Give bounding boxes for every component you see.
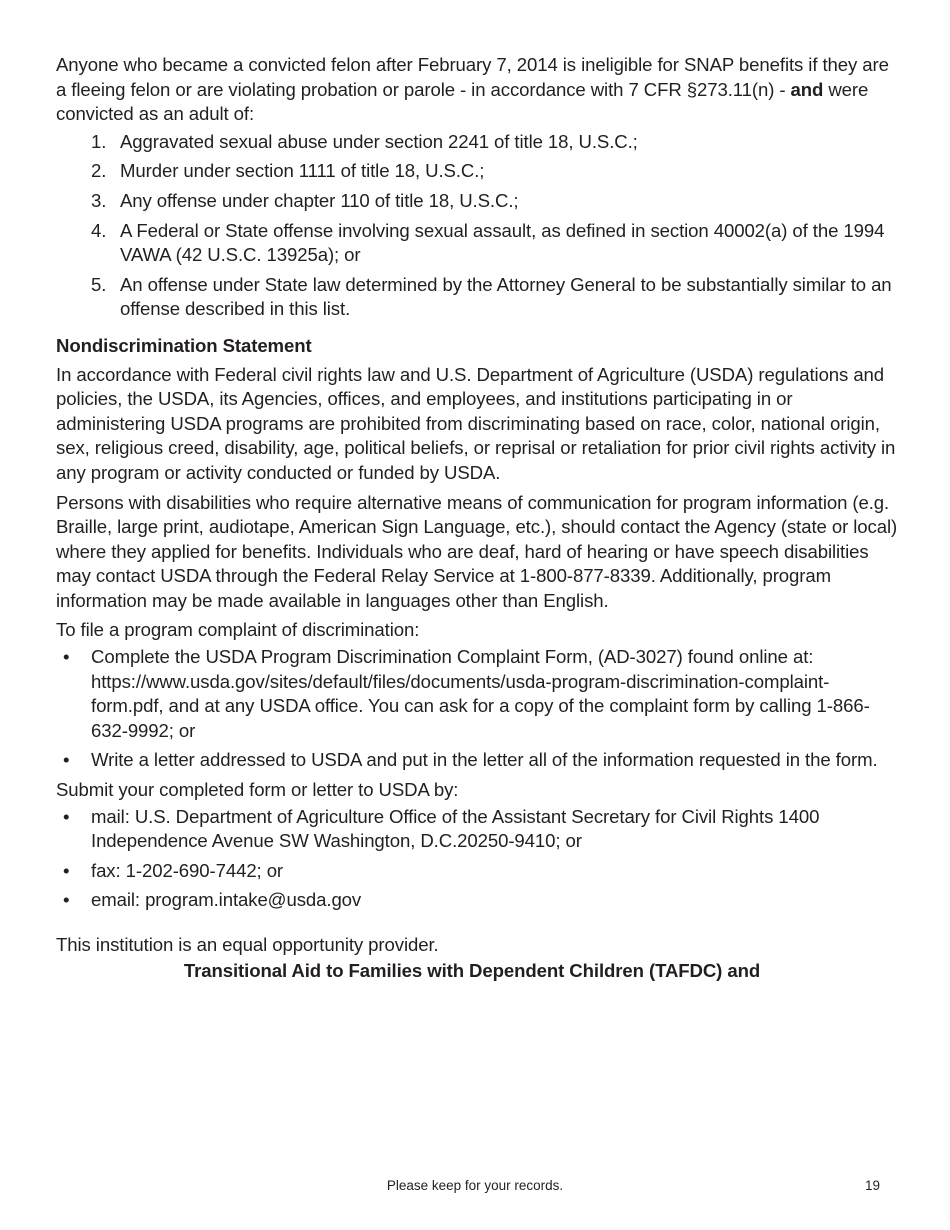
nondiscrimination-heading: Nondiscrimination Statement — [56, 334, 312, 356]
submit-intro: Submit your completed form or letter to USDA by: — [56, 779, 459, 801]
list-item — [56, 645, 898, 743]
list-number: 4. — [91, 219, 107, 241]
crimes-list — [56, 130, 898, 322]
list-item-text: A Federal or State offense involving sexual assault, as defined in section 40002(a) of the 1994 VAWA (42 U.S.C. 13925a); or — [120, 219, 885, 266]
list-item-text: Any offense under chapter 110 of title 18, U.S.C.; — [120, 189, 519, 211]
list-item — [56, 159, 898, 184]
page-footer — [0, 1178, 950, 1198]
list-number: 1. — [91, 130, 107, 152]
list-item-text: Complete the USDA Program Discrimination Complaint Form, (AD-3027) found online at: https://www.usda.gov/sites/default/files/documents/usda-program-discrimination-complaint-form.pdf, and at any USDA office. You can ask for a copy of the complaint form by calling 1-866-632-9992; or — [91, 646, 870, 741]
list-item-text: fax: 1-202-690-7442; or — [91, 859, 284, 881]
list-item — [56, 219, 898, 268]
submit-methods-list — [56, 805, 898, 913]
list-number: 3. — [91, 189, 107, 211]
bullet-icon: • — [63, 889, 70, 911]
list-item-text: Murder under section 1111 of title 18, U.S.C.; — [120, 160, 485, 182]
bullet-icon: • — [63, 859, 70, 881]
equal-opportunity-statement: This institution is an equal opportunity provider. — [56, 934, 439, 955]
intro-text-after: were convicted as an adult of: — [56, 78, 869, 125]
list-item — [56, 888, 898, 913]
document-page — [56, 53, 898, 983]
list-item-text: Aggravated sexual abuse under section 2241 of title 18, U.S.C.; — [120, 130, 638, 152]
page-number: 19 — [864, 1178, 880, 1193]
bullet-icon: • — [63, 646, 70, 668]
list-item-text: mail: U.S. Department of Agriculture Office of the Assistant Secretary for Civil Rights 1400 Independence Avenue SW Washington, D.C.20250-9410; or — [91, 805, 820, 852]
tafdc-section-title: Transitional Aid to Families with Dependent Children (TAFDC) and — [183, 959, 761, 981]
list-item-text: email: program.intake@usda.gov — [91, 889, 362, 911]
list-item — [56, 859, 898, 884]
list-item — [56, 805, 898, 854]
bullet-icon: • — [63, 749, 70, 771]
intro-text-before: Anyone who became a convicted felon after February 7, 2014 is ineligible for SNAP benefits if they are a fleeing felon or are violating probation or parole - in accordance with 7 CFR §273.11(n) - — [56, 54, 889, 100]
list-item — [56, 748, 898, 773]
list-number: 5. — [91, 273, 107, 295]
complaint-intro: To file a program complaint of discrimination: — [56, 619, 420, 641]
footer-note: Please keep for your records. — [386, 1178, 564, 1193]
list-item-text: An offense under State law determined by the Attorney General to be substantially similar to an offense described in this list. — [120, 273, 892, 320]
bullet-icon: • — [63, 805, 70, 827]
list-item — [56, 130, 898, 155]
snap-felony-intro — [56, 53, 898, 127]
intro-bold-and: and — [790, 78, 824, 100]
list-item-text: Write a letter addressed to USDA and put in the letter all of the information requested in the form. — [91, 749, 878, 771]
complaint-steps-list — [56, 645, 898, 773]
civil-rights-paragraph: In accordance with Federal civil rights law and U.S. Department of Agriculture (USDA) regulations and policies, the USDA, its Agencies, offices, and employees, and institutions participating in or administering USDA programs are prohibited from discriminating based on race, color, national origin, sex, religious creed, disability, age, political beliefs, or reprisal or retaliation for prior civil rights activity in any program or activity conducted or funded by USDA. — [56, 363, 896, 483]
list-item — [56, 189, 898, 214]
list-number: 2. — [91, 160, 107, 182]
disabilities-paragraph: Persons with disabilities who require alternative means of communication for program information (e.g. Braille, large print, audiotape, American Sign Language, etc.), should contact the Agency (state or local) where they applied for benefits. Individuals who are deaf, hard of hearing or have speech disabilities may contact USDA through the Federal Relay Service at 1-800-877-8339. Additionally, program information may be made available in languages other than English. — [56, 491, 898, 611]
list-item — [56, 273, 898, 322]
